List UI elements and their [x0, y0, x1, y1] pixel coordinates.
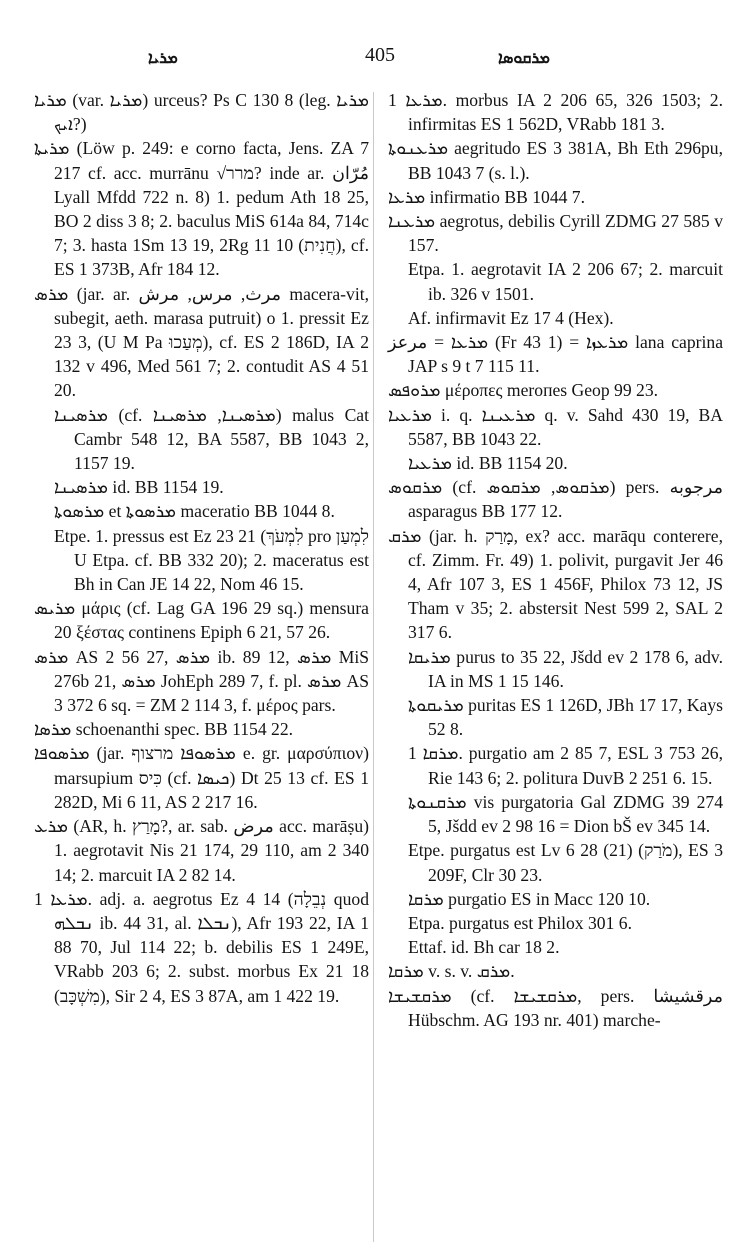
- right-running-head: ܡܪܩܘܣܐ: [498, 48, 551, 67]
- dictionary-entry: ܡܪܝܩܘܬܐ puritas ES 1 126D, JBh 17 17, Kays 52 8.: [408, 695, 723, 740]
- dictionary-entry: ܡܪܩܫܝܫܐ (cf. ܡܪܩܫܝܫܐ, pers. مرقشیشا Hübschm. AG 193 nr. 401) marche-: [388, 985, 723, 1030]
- column-divider: [373, 92, 374, 1242]
- dictionary-entry: Etpa. purgatus est Philox 301 6.: [408, 912, 632, 933]
- dictionary-entry: ܡܪܩ (jar. h. מָרַק, ex? acc. marāqu conterere, cf. Zimm. Fr. 49) 1. polivit, purgavit Jer 46 4, Afr 107 3, ES 1 456F, Philox 73 12, JS Tham v 35; 2. abstersit Nest 599 2, SAL 2 317 6.: [388, 525, 724, 643]
- dictionary-entry: Af. infirmavit Ez 17 4 (Hex).: [408, 307, 614, 328]
- dictionary-entry: Etpe. purgatus est Lv 6 28 (21) (מֹרַק), ES 3 209F, Clr 30 23.: [408, 840, 723, 885]
- dictionary-entry: ܡܪܘܦܣ μέροπες merопes Geop 99 23.: [388, 380, 659, 401]
- dictionary-entry: ܡܪܥܢܐ aegrotus, debilis Cyrill ZDMG 27 585 v 157.: [388, 211, 723, 256]
- dictionary-entry: ܡܪܝܬܐ (Löw p. 249: e corno facta, Jens. ZA 7 217 cf. acc. murrānu √מרר? inde ar. مُرّان Lyall Mfdd 722 n. 8) 1. pedum Ath 18 25, BO 2 diss 3 8; 2. baculus MiS 614a 84, 714c 7; 3. hasta 1Sm 13 19, 2Rg 11 10 (חֲנִית), cf. ES 1 373B, Afr 184 12.: [34, 138, 370, 280]
- dictionary-entry: ܡܪܥܝܐ i. q. ܡܪܥܝܢܐ q. v. Sahd 430 19, BA 5587, BB 1043 22.: [388, 404, 723, 449]
- left-running-head: ܡܪܝܐ: [148, 48, 178, 67]
- left-column: [34, 88, 369, 1008]
- dictionary-entry: ܡܪܣܐ schoenanthi spec. BB 1154 22.: [34, 719, 294, 740]
- dictionary-entry: ܡܪܩܢܘܬܐ vis purgatoria Gal ZDMG 39 274 5, Jšdd ev 2 98 16 = Dion bŠ ev 345 14.: [408, 791, 723, 837]
- dictionary-entry: ܡܪܥܝܐ id. BB 1154 20.: [408, 453, 568, 474]
- page-header: [30, 44, 720, 74]
- dictionary-entry: ܡܪܥ (AR, h. מָרַץ?, ar. sab. مرض acc. marāṣu) 1. aegrotavit Nis 21 174, 29 110, am 2 340 14; 2. marcuit IA 2 82 14.: [34, 816, 369, 885]
- dictionary-entry: ܡܪܩܐ 1. purgatio am 2 85 7, ESL 3 753 26, Rie 143 6; 2. politura DuvB 2 251 6. 15.: [408, 743, 723, 788]
- dictionary-entry: ܡܪܥܐ = مرعز (Fr 43 1) = ܡܪܥܙܐ lana caprina JAP s 9 t 7 115 11.: [388, 332, 724, 377]
- dictionary-entry: ܡܪܩܐ purgatio ES in Macc 120 10.: [408, 888, 651, 909]
- dictionary-entry: ܡܪܝܣ μάρις (cf. Lag GA 196 29 sq.) mensura 20 ξέστας continens Epiph 6 21, 57 26.: [34, 598, 369, 643]
- dictionary-entry: Ettaf. id. Bh car 18 2.: [408, 937, 560, 958]
- dictionary-entry: ܡܪܝܩܐ purus to 35 22, Jšdd ev 2 178 6, adv. IA in MS 1 15 146.: [408, 646, 723, 691]
- dictionary-entry: ܡܪܩܘܣ (cf. ܡܪܩܘܣ, ܡܪܩܘܣ) pers. مرجوبه asparagus BB 177 12.: [388, 477, 723, 522]
- dictionary-entry: ܡܪܣܘܬܐ et ܡܪܣܘܬܐ maceratio BB 1044 8.: [54, 501, 335, 522]
- page-number: 405: [365, 44, 395, 66]
- dictionary-entry: Etpa. 1. aegrotavit IA 2 206 67; 2. marcuit ib. 326 v 1501.: [408, 259, 723, 304]
- dictionary-entry: Etpe. 1. pressus est Ez 23 21 (לִמְעֹךְ pro לִמְעַן U Etpa. cf. BB 332 20); 2. maceratus est Bh in Can JE 14 22, Nom 46 15.: [54, 525, 370, 595]
- dictionary-entry: ܡܪܥܢܘܬܐ aegritudo ES 3 381A, Bh Eth 296pu, BB 1043 7 (s. l.).: [388, 138, 723, 183]
- dictionary-entry: ܡܪܣ AS 2 56 27, ܡܪܣ ib. 89 12, ܡܪܣ MiS 276b 21, ܡܪܣ JohEph 289 7, f. pl. ܡܪܣ AS 3 372 6 sq. = ZM 2 114 3, f. μέρος pars.: [34, 646, 370, 716]
- dictionary-entry: ܡܪܣܝܢܐ (cf. ܡܪܣܝܢܐ, ܡܪܣܝܢܐ) malus Cat Cambr 548 12, BA 5587, BB 1043 2, 1157 19.: [54, 404, 369, 474]
- dictionary-entry: ܡܪܥܐ infirmatio BB 1044 7.: [388, 186, 586, 207]
- dictionary-entry: ܡܪܣܝܢܐ id. BB 1154 19.: [54, 477, 224, 498]
- dictionary-entry: ܡܪܣ (jar. ar. مرث, مرس, مرش macera-vit, subegit, aeth. marasa putruit) o 1. pressit Ez 23 3, (U M Pa מְעַכוּ), cf. ES 2 186D, IA 2 132 v 496, Med 561 7; 2. contudit AS 4 51 20.: [34, 283, 369, 401]
- dictionary-entry: ܡܪܩܐ v. s. v. ܡܪܩ.: [388, 961, 515, 982]
- dictionary-entry: ܡܪܣܘܦܐ (jar. ܡܪܣܘܦܐ מרצוף e. gr. μαρσύπιον) marsupium כִּיס (cf. ܟܝܣܐ) Dt 25 13 cf. ES 1 282D, Mi 6 11, AS 2 217 16.: [34, 743, 369, 812]
- dictionary-entry: ܡܪܝܐ (var. ܡܪܝܐ) urceus? Ps C 130 8 (leg. ܡܪܝܐ ܐܝܟ?): [34, 90, 369, 135]
- dictionary-entry: ܡܪܥܐ 1. morbus IA 2 206 65, 326 1503; 2. infirmitas ES 1 562D, VRabb 181 3.: [388, 90, 723, 135]
- dictionary-entry: ܡܪܥܐ 1. adj. a. aegrotus Ez 4 14 (נְבֵלָה quod ܢܒܠܗ ib. 44 31, al. ܢܒܠܐ), Afr 193 22, IA 1 88 70, Jul 114 22; b. debilis ES 1 249E, VRabb 203 6; 2. subst. morbus Ex 21 18 (מִשְׁכָּב), Sir 2 4, ES 3 87A, am 1 422 19.: [34, 888, 369, 1006]
- right-column: [388, 88, 723, 1032]
